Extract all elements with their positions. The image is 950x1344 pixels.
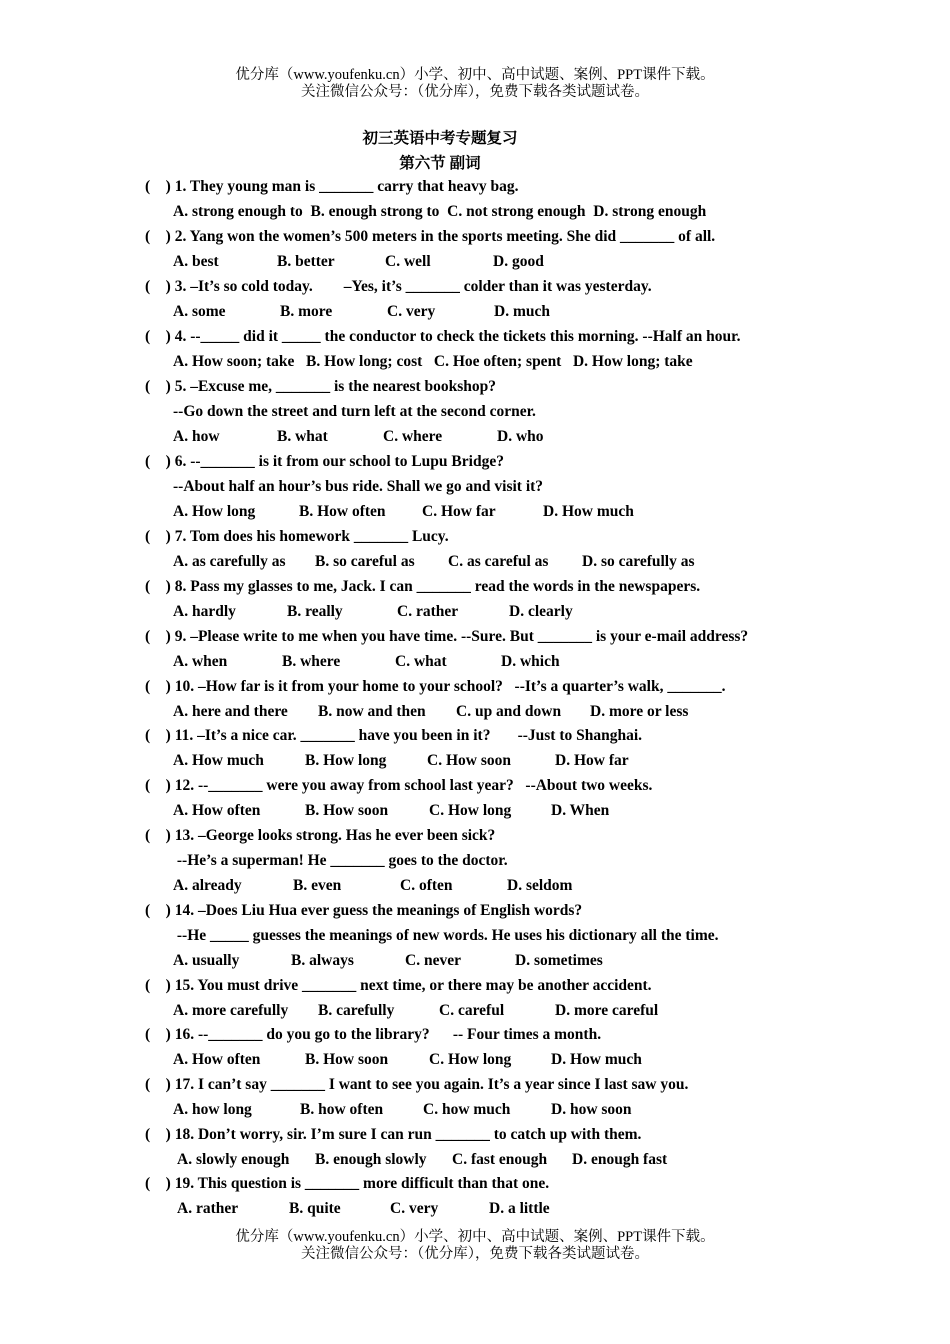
option-b: B. How long xyxy=(305,752,387,769)
option-c: C. rather xyxy=(397,603,459,620)
option-c: C. How long xyxy=(429,1051,512,1068)
option-a: A. already xyxy=(173,877,242,894)
option-d: D. seldom xyxy=(507,877,573,894)
header-line-2: 关注微信公众号：（优分库），免费下载各类试题试卷。 xyxy=(301,84,649,100)
option-a: A. hardly xyxy=(173,603,236,620)
option-d: D. When xyxy=(551,802,610,819)
question-stem: ( ) 4. --_____ did it _____ the conductor to check the tickets this morning. --Half an hour. xyxy=(145,328,741,345)
option-c: C. how much xyxy=(423,1101,511,1118)
option-b: B. now and then xyxy=(318,703,426,720)
option-d: D. enough fast xyxy=(572,1151,668,1168)
option-b: B. How often xyxy=(299,503,386,520)
option-d: D. which xyxy=(501,653,560,670)
question-5-options xyxy=(0,424,950,449)
option-a: A. usually xyxy=(173,952,240,969)
question-12-options xyxy=(0,798,950,823)
question-5-reply xyxy=(0,399,950,424)
question-7-options xyxy=(0,549,950,574)
question-stem: ( ) 3. –It’s so cold today. –Yes, it’s _______ colder than it was yesterday. xyxy=(145,278,652,295)
question-8 xyxy=(0,574,950,599)
question-1 xyxy=(0,174,950,199)
option-a: A. how long xyxy=(173,1101,252,1118)
option-d: D. clearly xyxy=(509,603,573,620)
option-c: C. How long xyxy=(429,802,512,819)
question-18 xyxy=(0,1122,950,1147)
option-a: A. slowly enough xyxy=(177,1151,290,1168)
question-2-options xyxy=(0,249,950,274)
reply-line: --Go down the street and turn left at the second corner. xyxy=(173,403,536,420)
question-6-options xyxy=(0,499,950,524)
option-b: B. How soon xyxy=(305,1051,389,1068)
section-title: 第六节 副词 xyxy=(399,155,481,172)
question-16 xyxy=(0,1022,950,1047)
option-d: D. more or less xyxy=(590,703,689,720)
question-19-options xyxy=(0,1196,950,1221)
question-stem: ( ) 8. Pass my glasses to me, Jack. I can _______ read the words in the newspapers. xyxy=(145,578,701,595)
reply-line: --He _____ guesses the meanings of new words. He uses his dictionary all the time. xyxy=(173,927,719,944)
question-4-options xyxy=(0,349,950,374)
option-a: A. when xyxy=(173,653,228,670)
question-15 xyxy=(0,973,950,998)
option-c: C. never xyxy=(405,952,461,969)
option-b: B. carefully xyxy=(318,1002,395,1019)
option-c: C. well xyxy=(385,253,431,270)
option-b: B. even xyxy=(293,877,342,894)
option-b: B. really xyxy=(287,603,343,620)
question-stem: ( ) 16. --_______ do you go to the library? -- Four times a month. xyxy=(145,1026,602,1043)
question-9-options xyxy=(0,649,950,674)
question-13-options xyxy=(0,873,950,898)
option-c: C. careful xyxy=(439,1002,505,1019)
option-c: C. How soon xyxy=(427,752,511,769)
question-14 xyxy=(0,898,950,923)
page-header xyxy=(0,67,950,101)
option-b: B. more xyxy=(280,303,333,320)
question-16-options xyxy=(0,1047,950,1072)
option-a: A. more carefully xyxy=(173,1002,289,1019)
option-a: A. rather xyxy=(177,1200,239,1217)
option-d: D. a little xyxy=(489,1200,550,1217)
option-d: D. How far xyxy=(555,752,629,769)
question-stem: ( ) 9. –Please write to me when you have time. --Sure. But _______ is your e-mail address? xyxy=(145,628,749,645)
reply-line: --He’s a superman! He _______ goes to the doctor. xyxy=(173,852,508,869)
question-11-options xyxy=(0,748,950,773)
question-stem: ( ) 1. They young man is _______ carry that heavy bag. xyxy=(145,178,519,195)
option-c: C. very xyxy=(390,1200,439,1217)
question-stem: ( ) 2. Yang won the women’s 500 meters in the sports meeting. She did _______ of all. xyxy=(145,228,716,245)
option-c: C. often xyxy=(400,877,453,894)
option-b: B. so careful as xyxy=(315,553,415,570)
question-14-reply xyxy=(0,923,950,948)
option-d: D. How much xyxy=(543,503,634,520)
option-c: C. fast enough xyxy=(452,1151,548,1168)
reply-line: --About half an hour’s bus ride. Shall we go and visit it? xyxy=(173,478,544,495)
option-c: C. very xyxy=(387,303,436,320)
option-d: D. who xyxy=(497,428,544,445)
question-8-options xyxy=(0,599,950,624)
question-18-options xyxy=(0,1147,950,1172)
option-d: D. more careful xyxy=(555,1002,659,1019)
option-a: A. How much xyxy=(173,752,264,769)
question-stem: ( ) 10. –How far is it from your home to your school? --It’s a quarter’s walk, _______. xyxy=(145,678,726,695)
options-line: A. strong enough to B. enough strong to C. not strong enough D. strong enough xyxy=(173,203,707,220)
option-a: A. How often xyxy=(173,1051,261,1068)
question-17-options xyxy=(0,1097,950,1122)
option-d: D. much xyxy=(494,303,550,320)
question-10 xyxy=(0,674,950,699)
question-12 xyxy=(0,773,950,798)
option-d: D. so carefully as xyxy=(582,553,695,570)
question-2 xyxy=(0,224,950,249)
option-a: A. as carefully as xyxy=(173,553,286,570)
question-5 xyxy=(0,374,950,399)
header-line-1: 优分库（www.youfenku.cn）小学、初中、高中试题、案例、PPT课件下载。 xyxy=(235,67,715,83)
option-a: A. here and there xyxy=(173,703,288,720)
document-title: 初三英语中考专题复习 xyxy=(362,130,518,147)
question-15-options xyxy=(0,998,950,1023)
question-7 xyxy=(0,524,950,549)
question-13-reply xyxy=(0,848,950,873)
option-a: A. best xyxy=(173,253,219,270)
question-3-options xyxy=(0,299,950,324)
question-9 xyxy=(0,624,950,649)
option-c: C. as careful as xyxy=(448,553,549,570)
option-a: A. some xyxy=(173,303,226,320)
option-c: C. How far xyxy=(422,503,496,520)
option-b: B. how often xyxy=(300,1101,384,1118)
question-14-options xyxy=(0,948,950,973)
option-d: D. how soon xyxy=(551,1101,632,1118)
question-3 xyxy=(0,274,950,299)
option-c: C. what xyxy=(395,653,447,670)
question-stem: ( ) 6. --_______ is it from our school to Lupu Bridge? xyxy=(145,453,504,470)
footer-line-2: 关注微信公众号：（优分库），免费下载各类试题试卷。 xyxy=(301,1246,649,1262)
option-c: C. where xyxy=(383,428,443,445)
option-a: A. how xyxy=(173,428,220,445)
question-10-options xyxy=(0,699,950,724)
option-d: D. How much xyxy=(551,1051,642,1068)
option-d: D. sometimes xyxy=(515,952,603,969)
option-d: D. good xyxy=(493,253,544,270)
option-b: B. where xyxy=(282,653,341,670)
question-stem: ( ) 7. Tom does his homework _______ Lucy. xyxy=(145,528,449,545)
option-c: C. up and down xyxy=(456,703,562,720)
option-b: B. what xyxy=(277,428,328,445)
question-6 xyxy=(0,449,950,474)
option-b: B. enough slowly xyxy=(315,1151,427,1168)
question-11 xyxy=(0,723,950,748)
question-stem: ( ) 12. --_______ were you away from school last year? --About two weeks. xyxy=(145,777,653,794)
footer-line-1: 优分库（www.youfenku.cn）小学、初中、高中试题、案例、PPT课件下载。 xyxy=(235,1229,715,1245)
options-line: A. How soon; take B. How long; cost C. Hoe often; spent D. How long; take xyxy=(173,353,693,370)
question-13 xyxy=(0,823,950,848)
question-19 xyxy=(0,1171,950,1196)
option-b: B. always xyxy=(291,952,354,969)
option-b: B. quite xyxy=(289,1200,341,1217)
question-1-options xyxy=(0,199,950,224)
question-stem: ( ) 5. –Excuse me, _______ is the nearest bookshop? xyxy=(145,378,497,395)
question-stem: ( ) 19. This question is _______ more difficult than that one. xyxy=(145,1175,550,1192)
question-6-reply xyxy=(0,474,950,499)
question-4 xyxy=(0,324,950,349)
question-stem: ( ) 11. –It’s a nice car. _______ have you been in it? --Just to Shanghai. xyxy=(145,727,643,744)
question-stem: ( ) 15. You must drive _______ next time, or there may be another accident. xyxy=(145,977,652,994)
question-stem: ( ) 18. Don’t worry, sir. I’m sure I can run _______ to catch up with them. xyxy=(145,1126,642,1143)
question-17 xyxy=(0,1072,950,1097)
option-a: A. How often xyxy=(173,802,261,819)
question-stem: ( ) 13. –George looks strong. Has he ever been sick? xyxy=(145,827,496,844)
option-b: B. better xyxy=(277,253,335,270)
question-stem: ( ) 17. I can’t say _______ I want to see you again. It’s a year since I last saw you. xyxy=(145,1076,689,1093)
page-footer xyxy=(0,1229,950,1263)
option-b: B. How soon xyxy=(305,802,389,819)
option-a: A. How long xyxy=(173,503,256,520)
question-stem: ( ) 14. –Does Liu Hua ever guess the meanings of English words? xyxy=(145,902,583,919)
